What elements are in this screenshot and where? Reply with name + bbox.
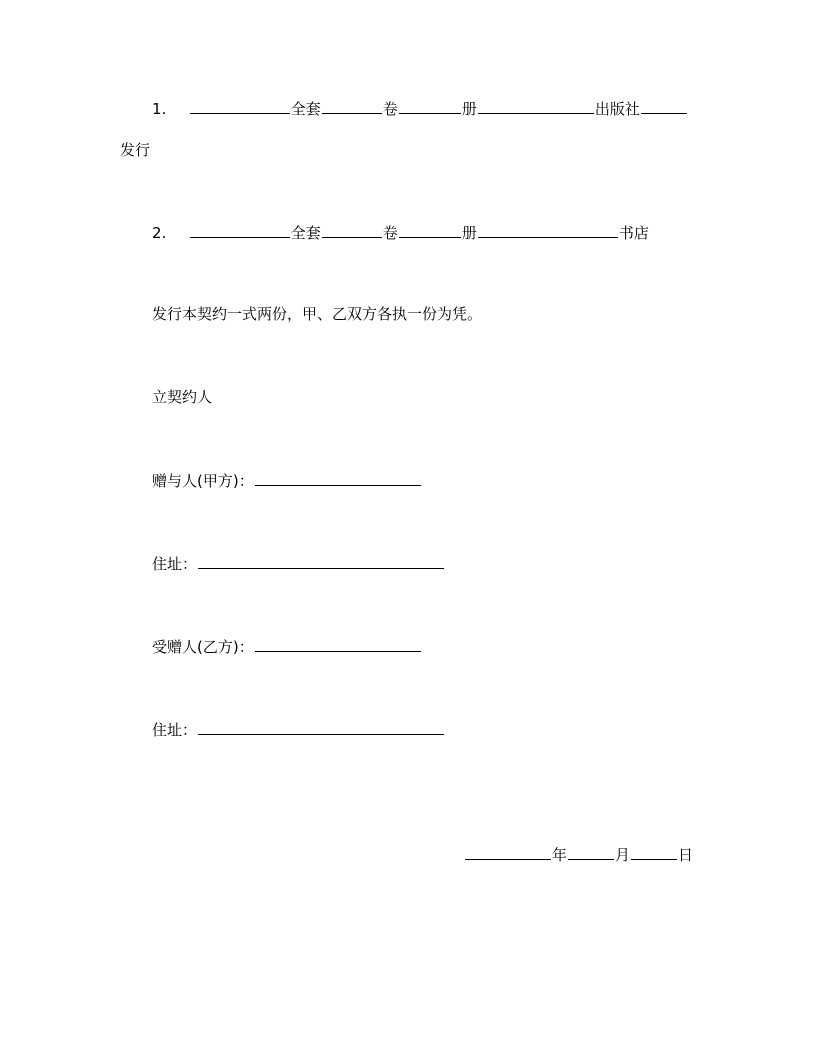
item-1-number: 1. — [152, 100, 167, 118]
set-count-blank-1[interactable] — [322, 98, 382, 114]
item-2-line — [152, 222, 649, 243]
signatories-heading: 立契约人 — [152, 388, 213, 406]
publisher-trailing-blank[interactable] — [641, 98, 687, 114]
donee-line — [152, 636, 422, 657]
item-2-set-label: 全套 — [290, 224, 321, 242]
month-blank[interactable] — [568, 844, 614, 860]
item-1-book-label: 册 — [461, 100, 477, 118]
publisher-blank[interactable] — [478, 98, 594, 114]
donor-address-line — [152, 553, 445, 574]
volume-count-blank-2[interactable] — [399, 222, 461, 238]
donee-address-line — [152, 719, 445, 740]
item-2-book-label: 册 — [461, 224, 477, 242]
donor-line — [152, 470, 422, 491]
donor-name-blank[interactable] — [255, 470, 421, 486]
day-blank[interactable] — [631, 844, 677, 860]
volume-count-blank-1[interactable] — [399, 98, 461, 114]
date-line — [464, 844, 693, 865]
copies-statement: 发行本契约一式两份，甲、乙双方各执一份为凭。 — [152, 305, 483, 323]
donor-address-label: 住址： — [152, 555, 198, 573]
bookstore-blank[interactable] — [478, 222, 618, 238]
item-1-line — [152, 98, 688, 119]
donee-address-blank[interactable] — [198, 719, 444, 735]
year-blank[interactable] — [465, 844, 551, 860]
item-1-continuation: 发行 — [120, 141, 151, 159]
donee-label: 受赠人(乙方)： — [152, 638, 254, 656]
donee-name-blank[interactable] — [255, 636, 421, 652]
item-2-volume-label: 卷 — [382, 224, 398, 242]
month-label: 月 — [615, 846, 631, 864]
book-title-blank-2[interactable] — [190, 222, 290, 238]
item-1-publisher-label: 出版社 — [594, 100, 640, 118]
item-1-set-label: 全套 — [290, 100, 321, 118]
item-1-volume-label: 卷 — [382, 100, 398, 118]
donee-address-label: 住址： — [152, 721, 198, 739]
item-2-number: 2. — [152, 224, 167, 242]
donor-address-blank[interactable] — [198, 553, 444, 569]
book-title-blank-1[interactable] — [190, 98, 290, 114]
year-label: 年 — [552, 846, 568, 864]
item-2-bookstore-label: 书店 — [618, 224, 649, 242]
set-count-blank-2[interactable] — [322, 222, 382, 238]
day-label: 日 — [678, 846, 694, 864]
donor-label: 赠与人(甲方)： — [152, 472, 254, 490]
